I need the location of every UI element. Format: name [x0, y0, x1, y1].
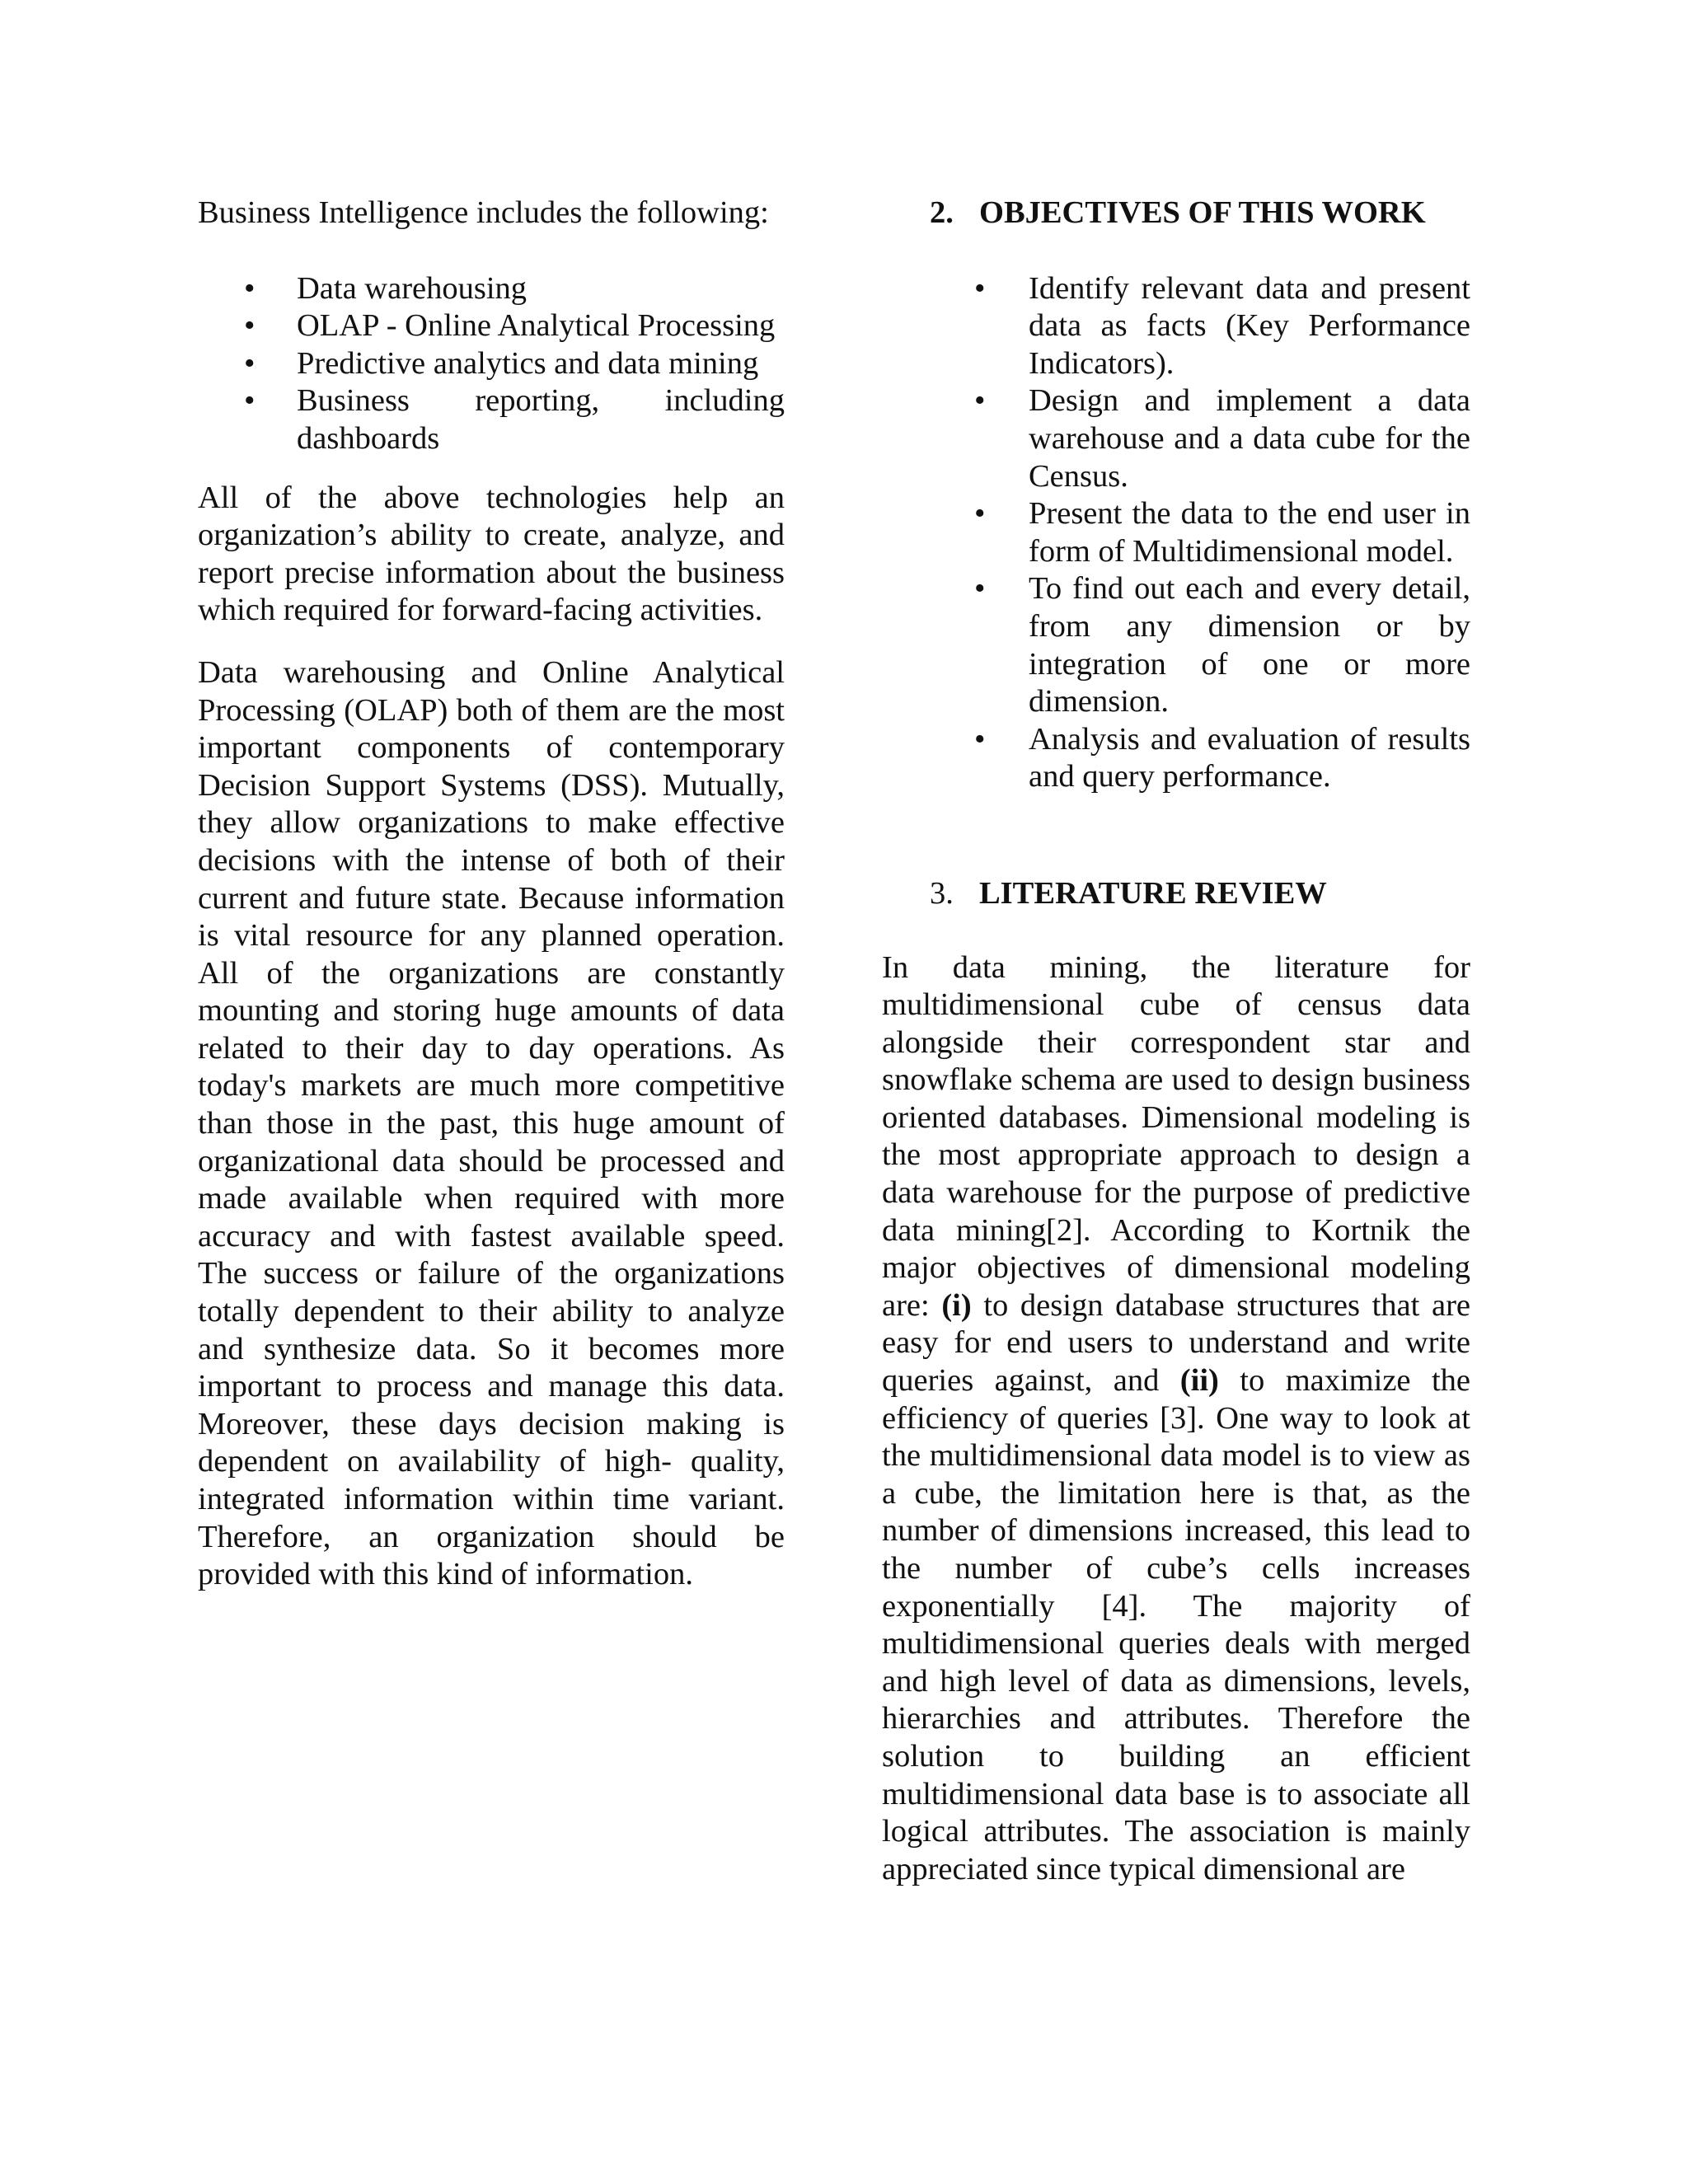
list-item: • Design and implement a data warehouse and a data cube for the Census. — [974, 383, 1470, 494]
section-title: LITERATURE REVIEW — [979, 875, 1327, 911]
paragraph-technologies: All of the above technologies help an organization’s ability to create, analyze, and report precise information about the business which required for forward-facing activities. — [198, 480, 785, 628]
bullet-icon: • — [244, 308, 256, 344]
left-column — [198, 194, 785, 1594]
list-item: • Business reporting, including dashboards — [244, 383, 785, 456]
list-item: • Identify relevant data and present data as facts (Key Performance Indicators). — [974, 270, 1470, 381]
bullet-icon: • — [974, 571, 986, 607]
bullet-icon: • — [244, 383, 256, 419]
bullet-icon: • — [974, 496, 986, 532]
paragraph-data-warehousing: Data warehousing and Online Analytical Processing (OLAP) both of them are the most important components of contemporary Decision Support Systems (DSS). Mutually, they allow organizations to make effective decisions with the intense of both of their current and future state. Because information is vital resource for any planned operation. All of the organizations are constantly mounting and storing huge amounts of data related to their day to day operations. As today's markets are much more competitive than those in the past, this huge amount of organizational data should be processed and made available when required with more accuracy and with fastest available speed. The success or failure of the organizations totally dependent to their ability to analyze and synthesize data. So it becomes more important to process and manage this data. Moreover, these days decision making is dependent on availability of high- quality, integrated information within time variant. Therefore, an organization should be provided with this kind of information. — [198, 654, 785, 1592]
section-title: OBJECTIVES OF THIS WORK — [979, 195, 1426, 230]
bi-component-list — [198, 270, 785, 458]
list-item: • To find out each and every detail, from any dimension or by integration of one or more dimension. — [974, 571, 1470, 719]
list-item: • OLAP - Online Analytical Processing — [198, 307, 785, 345]
bullet-icon: • — [244, 345, 256, 381]
section-number: 3. — [930, 875, 954, 911]
list-item: • Analysis and evaluation of results and query performance. — [974, 721, 1470, 794]
objective-marker-i: (i) — [941, 1287, 972, 1323]
bullet-icon: • — [974, 383, 986, 419]
paragraph-literature-review: In data mining, the literature for multidimensional cube of census data alongside their correspondent star and snowflake schema are used to design business oriented databases. Dimensional modeling is the most appropriate approach to design a data warehouse for the purpose of predictive data mining[2]. According to Kortnik the major objectives of dimensional modeling are: (i) to design database structures that are easy for end users to understand and write queries against, and (ii) to maximize the efficiency of queries [3]. One way to look at the multidimensional data model is to view as a cube, the limitation here is that, as the number of dimensions increased, this lead to the number of cube’s cells increases exponentially [4]. The majority of multidimensional queries deals with merged and high level of data as dimensions, levels, hierarchies and attributes. Therefore the solution to building an efficient multidimensional data base is to associate all logical attributes. The association is mainly appreciated since typical dimensional are — [882, 949, 1470, 1886]
right-column — [882, 194, 1470, 1888]
bi-intro-text: Business Intelligence includes the following: — [198, 195, 769, 230]
objective-marker-ii: (ii) — [1179, 1363, 1219, 1399]
bullet-icon: • — [244, 270, 256, 306]
section-heading-objectives — [882, 194, 1470, 232]
objectives-list — [882, 270, 1470, 796]
bullet-icon: • — [974, 270, 986, 306]
section-heading-literature — [882, 875, 1470, 913]
list-item: • Predictive analytics and data mining — [198, 345, 785, 383]
bullet-icon: • — [974, 721, 986, 757]
section-number: 2. — [930, 195, 954, 230]
list-item: • Present the data to the end user in form of Multidimensional model. — [974, 496, 1470, 569]
list-item: • Data warehousing — [198, 270, 785, 308]
